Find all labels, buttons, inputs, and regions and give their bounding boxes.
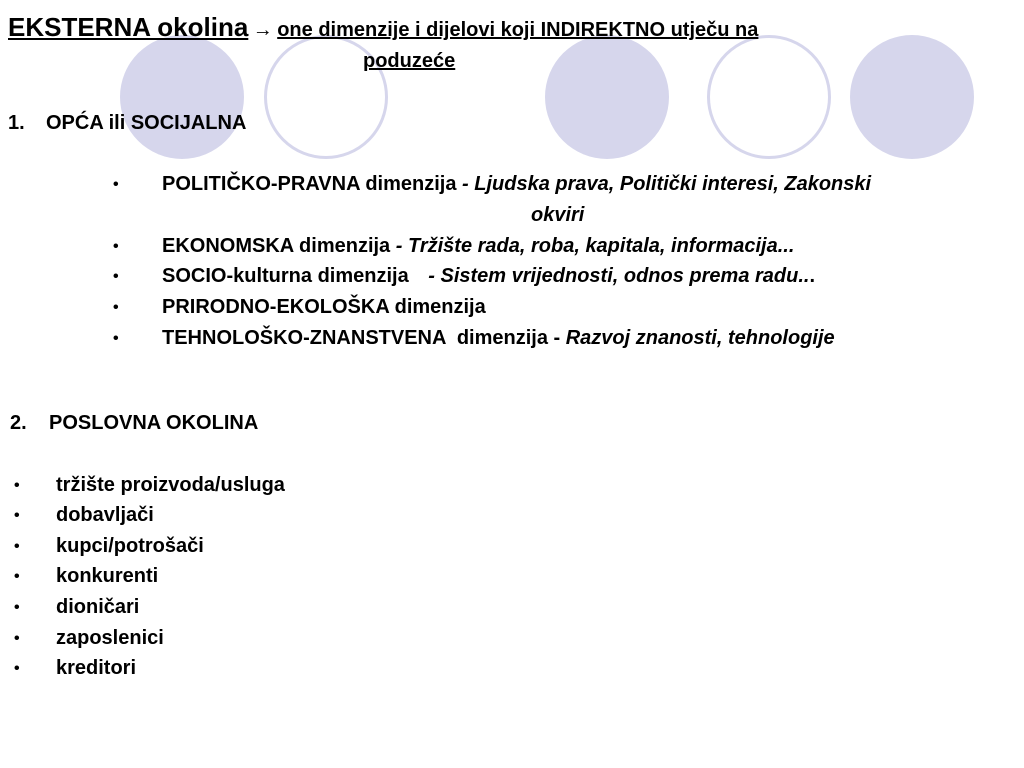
slide-header — [8, 12, 758, 43]
section2-item: tržište proizvoda/usluga — [56, 474, 285, 496]
section2-item: kupci/potrošači — [56, 535, 204, 557]
section2-bullet: • — [14, 568, 20, 585]
section2-bullet: • — [14, 477, 20, 494]
section2-bullet: • — [14, 660, 20, 677]
section1-heading: OPĆA ili SOCIJALNA — [46, 112, 247, 134]
slide-subtitle-line1: one dimenzije i dijelovi koji INDIREKTNO utječu na — [277, 19, 759, 41]
section2-bullet: • — [14, 538, 20, 555]
item-label: SOCIO-kulturna dimenzija — [162, 265, 409, 287]
item-label: PRIRODNO-EKOLOŠKA dimenzija — [162, 296, 486, 318]
decor-circle-1 — [120, 35, 244, 159]
item-detail-line2: okviri — [531, 204, 585, 226]
section1-bullet: • — [113, 268, 119, 285]
section1-bullet: • — [113, 330, 119, 347]
section1-item — [162, 296, 486, 319]
section2-item: kreditori — [56, 657, 137, 679]
section1-number: 1. — [8, 112, 25, 134]
section1-item — [162, 327, 835, 350]
section2-item: konkurenti — [56, 565, 159, 587]
section2-item: zaposlenici — [56, 627, 164, 649]
item-detail: - Sistem vrijednosti, odnos prema radu.. — [428, 265, 810, 287]
section1-bullet: • — [113, 176, 119, 193]
decor-circle-3 — [545, 35, 669, 159]
arrow-icon: → — [252, 19, 273, 41]
section1-item — [162, 265, 815, 288]
item-detail: - Ljudska prava, Politički interesi, Zakonski — [462, 173, 872, 195]
section2-bullet: • — [14, 599, 20, 616]
item-detail: Razvoj znanosti, tehnologije — [565, 327, 835, 349]
item-label: EKONOMSKA dimenzija — [162, 235, 391, 257]
decor-circle-4 — [707, 35, 831, 159]
item-suffix: . — [809, 265, 816, 287]
section2-number: 2. — [10, 412, 27, 434]
section2-item: dobavljači — [56, 504, 154, 526]
section2-heading: POSLOVNA OKOLINA — [49, 412, 259, 434]
decor-circle-5 — [850, 35, 974, 159]
section1-bullet: • — [113, 238, 119, 255]
item-label: POLITIČKO-PRAVNA dimenzija — [162, 173, 457, 195]
item-label: TEHNOLOŠKO-ZNANSTVENA dimenzija - — [162, 327, 561, 349]
slide-title: EKSTERNA okolina — [8, 12, 249, 42]
section1-bullet: • — [113, 299, 119, 316]
section2-bullet: • — [14, 630, 20, 647]
slide-subtitle-line2: poduzeće — [363, 50, 456, 72]
item-detail: - Tržište rada, roba, kapitala, informacija... — [395, 235, 795, 257]
section1-item — [162, 235, 794, 258]
section2-bullet: • — [14, 507, 20, 524]
section1-item — [162, 173, 871, 196]
section2-item: dioničari — [56, 596, 140, 618]
